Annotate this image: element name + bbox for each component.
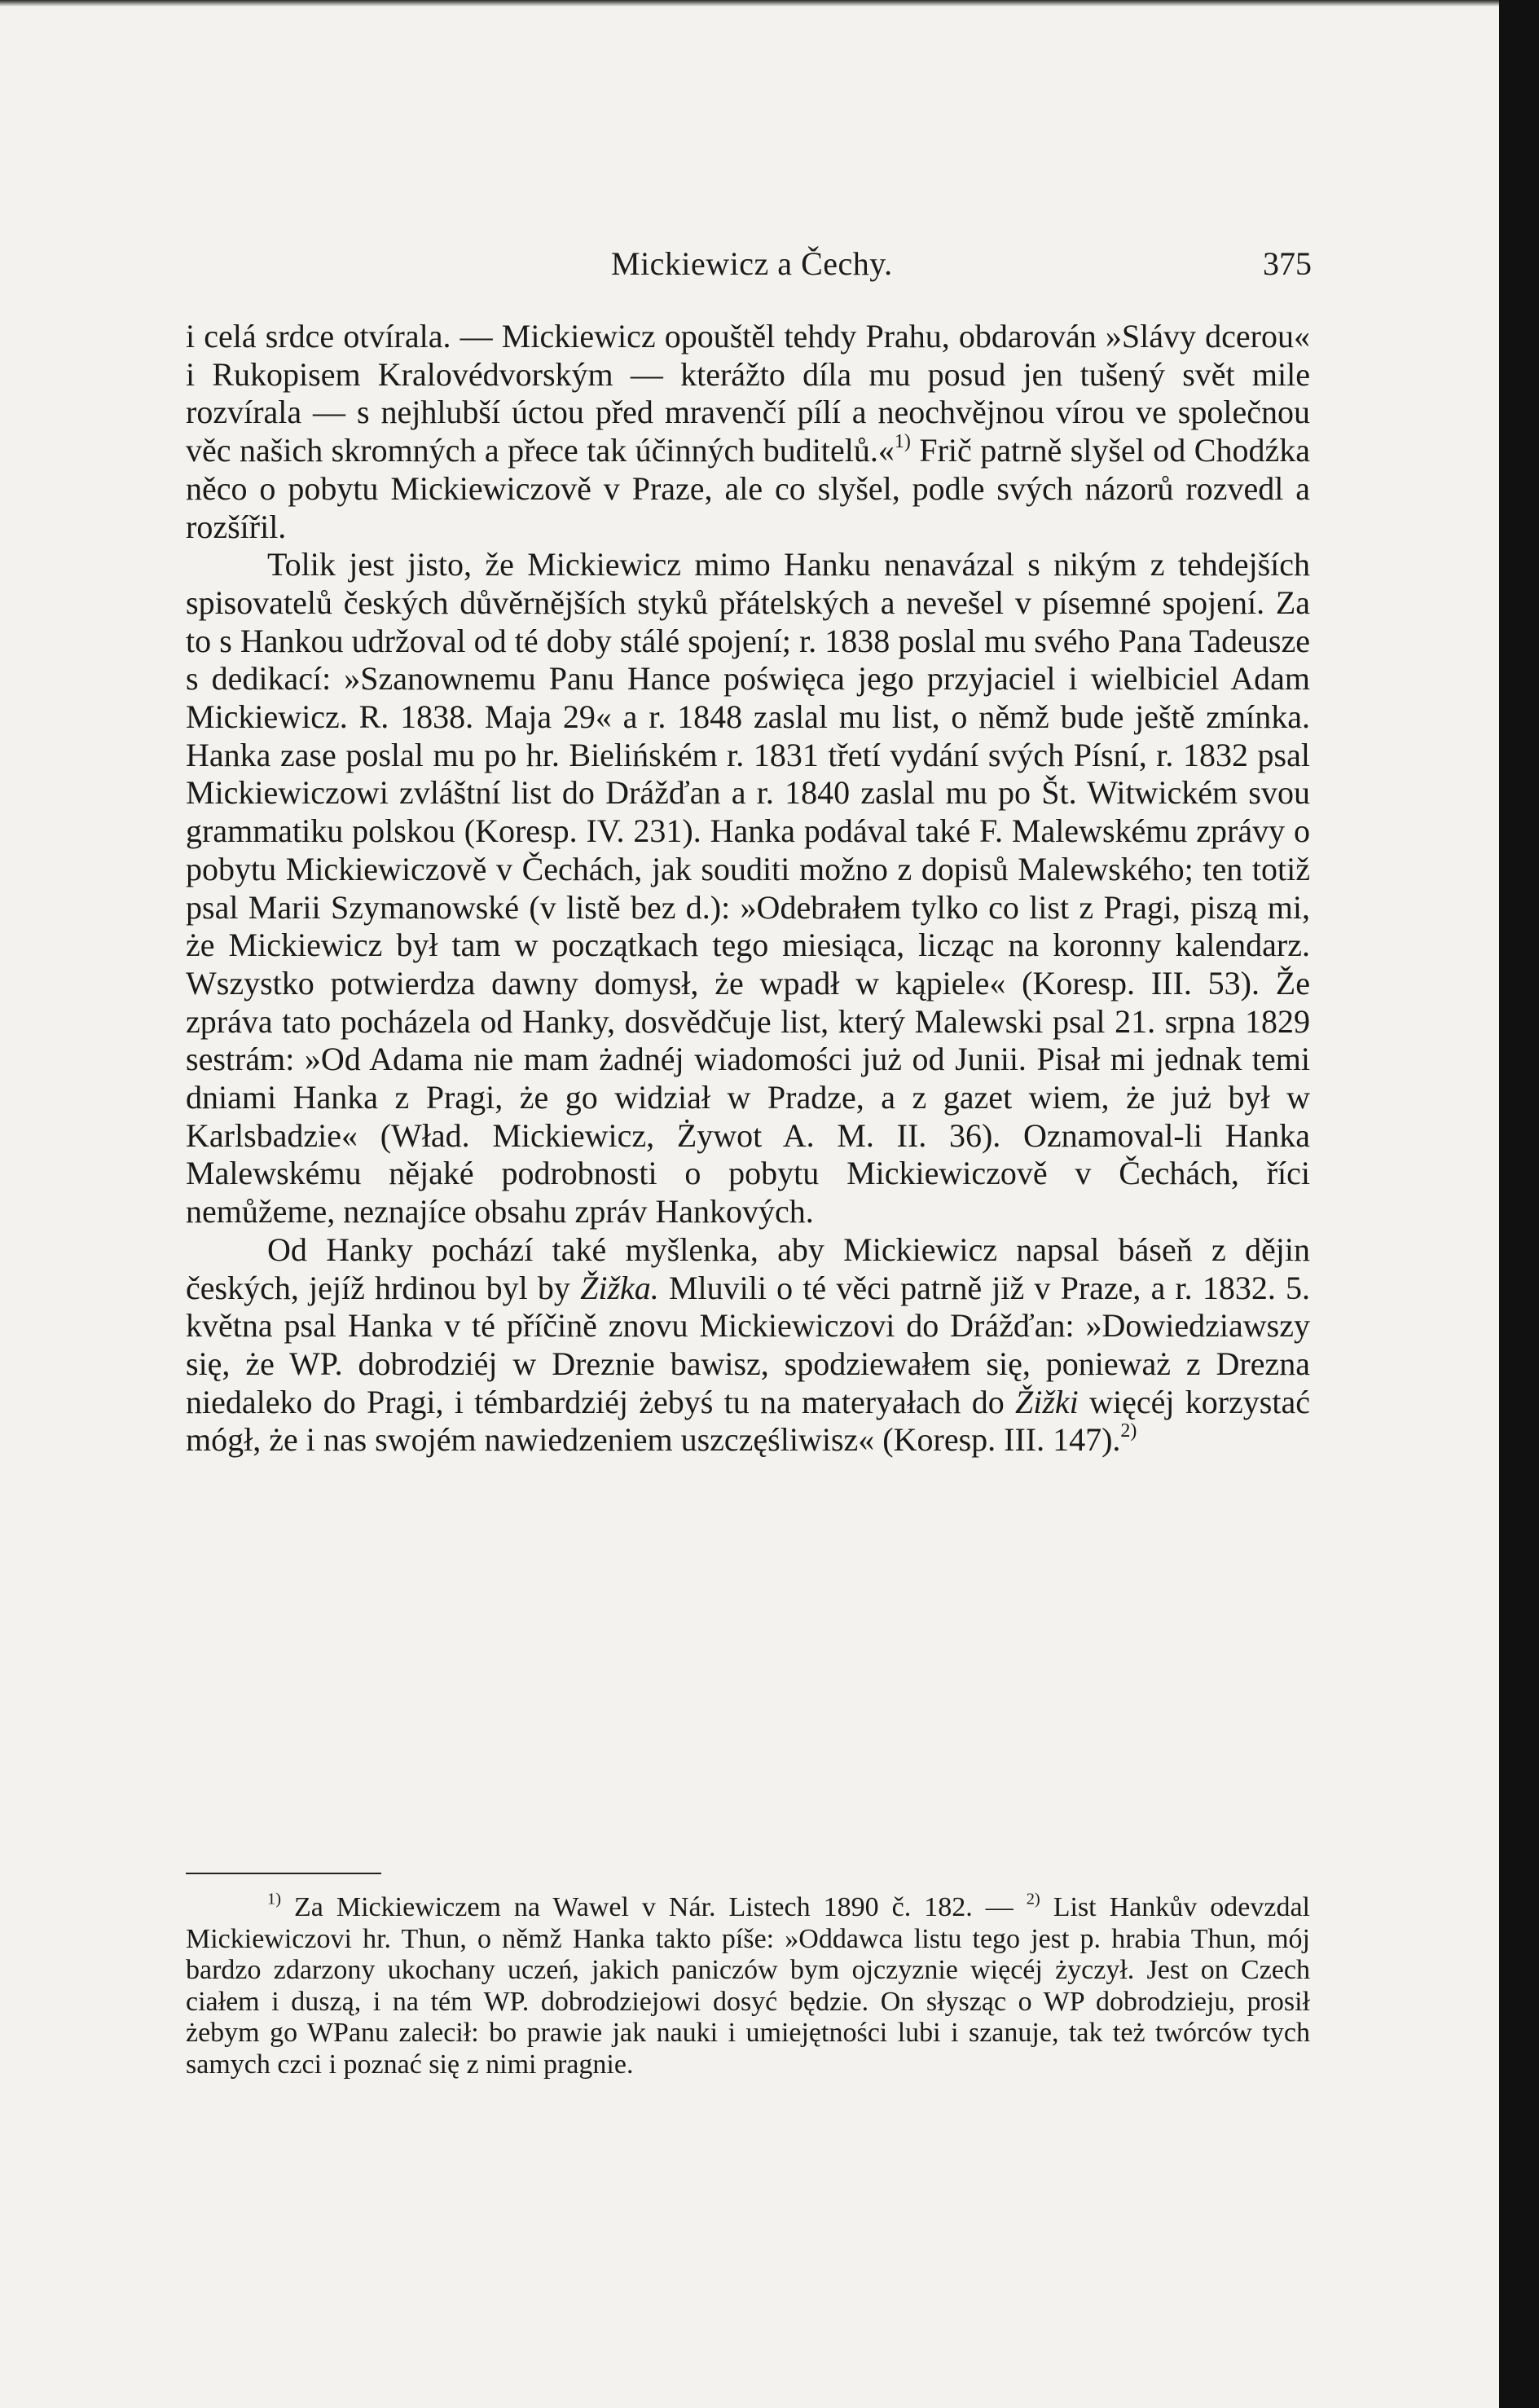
italic-text: Žižka. (580, 1269, 659, 1306)
text-run: Tolik jest jisto, že Mickiewicz mimo Hanku nenavázal s nikým z tehdejších spisovatelů českých důvěrnějších styků přátelských a nevešel v písemné spojení. Za to s Hankou udržoval od té doby stálé spojení; r. 1838 poslal mu svého Pana Tadeusze s dedikací: »Szanownemu Panu Hance poświęca jego przyjaciel i wielbiciel Adam Mickiewicz. R. 1838. Maja 29« a r. 1848 zaslal mu list, o němž bude ještě zmínka. Hanka zase poslal mu po hr. Bielińském r. 1831 třetí vydání svých Písní, r. 1832 psal Mickiewiczowi zvláštní list do Drážďan a r. 1840 zaslal mu po Št. Witwickém svou grammatiku polskou (Koresp. IV. 231). Hanka podával také F. Malewskému zprávy o pobytu Mickiewiczově v Čechách, jak souditi možno z dopisů Malewského; ten totiž psal Marii Szymanowské (v listě bez d.): »Odebrałem tylko co list z Pragi, piszą mi, że Mickiewicz był tam w początkach tego miesiąca, licząc na koronny kalendarz. Wszystko potwierdza dawny domysł, że wpadł w kąpiele« (Koresp. III. 53). Že zpráva tato pocházela od Hanky, dosvědčuje list, který Malewski psal 21. srpna 1829 sestrám: »Od Adama nie mam żadnéj wiadomości już od Junii. Pisał mi jednak temi dniami Hanka z Pragi, że go widział w Pradze, a z gazet wiem, że już był w Karlsbadzie« (Wład. Mickiewicz, Żywot A. M. II. 36). Oznamoval-li Hanka Malewskému nějaké podrobnosti o pobytu Mickiewiczově v Čechách, říci nemůžeme, neznajíce obsahu zpráv Hankových. (186, 546, 1310, 1230)
footnote-marker: 1) (267, 1890, 281, 1908)
text-run: List Hankův odevzdal Mickiewiczovi hr. Thun, o němž Hanka takto píše: »Oddawca listu tego jest p. hrabia Thun, mój bardzo zdarzony ukochany uczeń, jakich paniczów bym ojczyznie więcéj życzył. Jest on Czech ciałem i duszą, i na tém WP. dobrodziejowi dosyć będzie. On słysząc o WP dobrodzieju, prosił żebym go WPanu zalecił: bo prawie jak nauki i umiejętności lubi i szanuje, tak też twórców tych samych czci i poznać się z nimi pragnie. (186, 1892, 1310, 2080)
paragraph (186, 318, 1310, 546)
footnote (186, 1892, 1310, 2080)
text-run: Mluvili o té věci patrně již v Praze, a r. 1832. 5. května psal Hanka v té příčině znovu Mickiewiczovi do Drážďan: »Dowiedziawszy się, że WP. dobrodziéj w Dreznie bawisz, spodziewałem się, ponieważ z Drezna niedaleko do Pragi, i témbardziéj żebyś tu na materyałach do (186, 1269, 1310, 1420)
footnote-marker: 2) (1026, 1890, 1040, 1908)
text-run: Za Mickiewiczem na Wawel v Nár. Listech 1890 č. 182. — (281, 1892, 1027, 1922)
paragraph (186, 546, 1310, 1231)
running-header (187, 244, 1312, 293)
footnotes (186, 1892, 1310, 2080)
text-run: Od Hanky pochází také myšlenka, aby Mickiewicz napsal báseň z dějin českých, jejíž hrdinou byl by (186, 1230, 1310, 1306)
page-edge-shadow (0, 0, 1499, 7)
footnote-rule (186, 1873, 381, 1874)
body-text (186, 318, 1310, 1459)
text-run: więcéj korzystać mógł, że i nas swojém nawiedzeniem uszczęśliwisz« (Koresp. III. 147). (186, 1383, 1310, 1459)
text-run: Frič patrně slyšel od Chodźka něco o pobytu Mickiewiczově v Praze, ale co slyšel, podle svých názorů rozvedl a rozšířil. (186, 432, 1310, 545)
text-run: i celá srdce otvírala. — Mickiewicz opouštěl tehdy Prahu, obdarován »Slávy dcerou« i Rukopisem Kralovédvorským — kterážto díla mu posud jen tušený svět mile rozvírala — s nejhlubší úctou před mravenčí pílí a neochvějnou vírou ve společnou věc našich skromných a přece tak účinných buditelů.« (186, 318, 1310, 469)
footnote-marker: 1) (894, 431, 911, 453)
italic-text: Žižki (1015, 1383, 1079, 1420)
running-title: Mickiewicz a Čechy. (611, 245, 893, 282)
paragraph (186, 1231, 1310, 1459)
page-number: 375 (1263, 245, 1312, 282)
footnote-marker: 2) (1120, 1420, 1137, 1442)
